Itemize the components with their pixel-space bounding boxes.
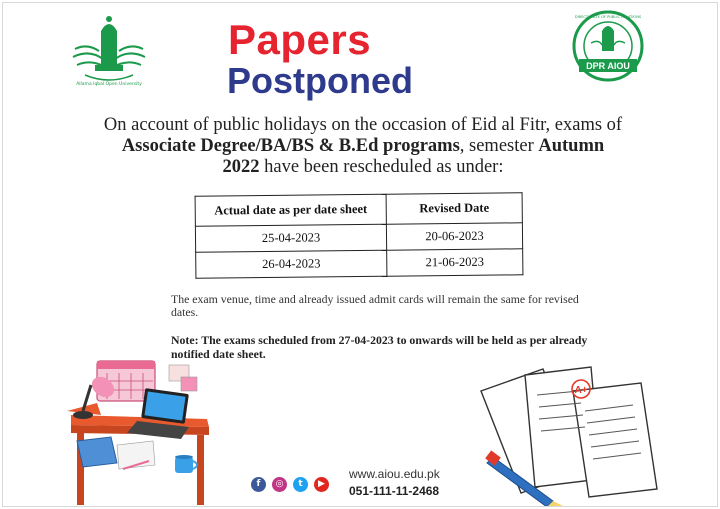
website-link[interactable]: www.aiou.edu.pk xyxy=(349,467,440,481)
intro-semester: Autumn 2022 xyxy=(222,136,605,177)
notice-page xyxy=(2,2,718,507)
aiou-logo xyxy=(67,9,151,89)
intro-paragraph xyxy=(103,115,623,178)
dpr-logo xyxy=(571,9,645,83)
logo-right-badge: DPR AIOU xyxy=(586,61,630,71)
actual-date-cell: 25-04-2023 xyxy=(195,224,386,252)
venue-note: The exam venue, time and already issued admit cards will remain the same for revised dates. xyxy=(171,292,579,319)
actual-date-cell: 26-04-2023 xyxy=(196,250,387,278)
intro-programs: Associate Degree/BA/BS & B.Ed programs xyxy=(121,136,460,156)
intro-text-2: , semester xyxy=(459,136,539,156)
title-papers: Papers xyxy=(228,16,372,63)
facebook-icon[interactable]: f xyxy=(251,477,266,492)
revised-date-cell: 20-06-2023 xyxy=(386,223,522,250)
exam-papers-illustration xyxy=(473,361,673,507)
intro-text-1: On account of public holidays on the occasion of Eid al Fitr, exams of xyxy=(103,115,623,135)
desk-illustration xyxy=(57,355,227,507)
phone-number: 051-111-11-2468 xyxy=(349,484,440,498)
table-header-row xyxy=(195,193,522,226)
col-header-actual: Actual date as per date sheet xyxy=(195,194,386,226)
svg-text:A+: A+ xyxy=(574,385,588,396)
title-postponed: Postponed xyxy=(227,60,413,101)
table-row xyxy=(195,223,522,252)
logo-left-caption: Allama Iqbal Open University xyxy=(76,82,142,87)
revised-date-cell: 21-06-2023 xyxy=(387,249,523,276)
twitter-icon[interactable]: t xyxy=(293,477,308,492)
intro-text-3: have been rescheduled as under: xyxy=(259,157,504,177)
schedule-note: Note: The exams scheduled from 27-04-2023 to onwards will be held as per already notified date sheet. xyxy=(171,333,588,361)
logo-right-caption: DIRECTORATE OF PUBLIC RELATIONS xyxy=(574,15,642,19)
schedule-table xyxy=(195,192,524,278)
social-icons xyxy=(251,475,335,495)
col-header-revised: Revised Date xyxy=(386,193,522,224)
table-row xyxy=(196,249,523,278)
instagram-icon[interactable]: ◎ xyxy=(272,477,287,492)
youtube-icon[interactable]: ▶ xyxy=(314,477,329,492)
contact-block xyxy=(349,466,440,500)
